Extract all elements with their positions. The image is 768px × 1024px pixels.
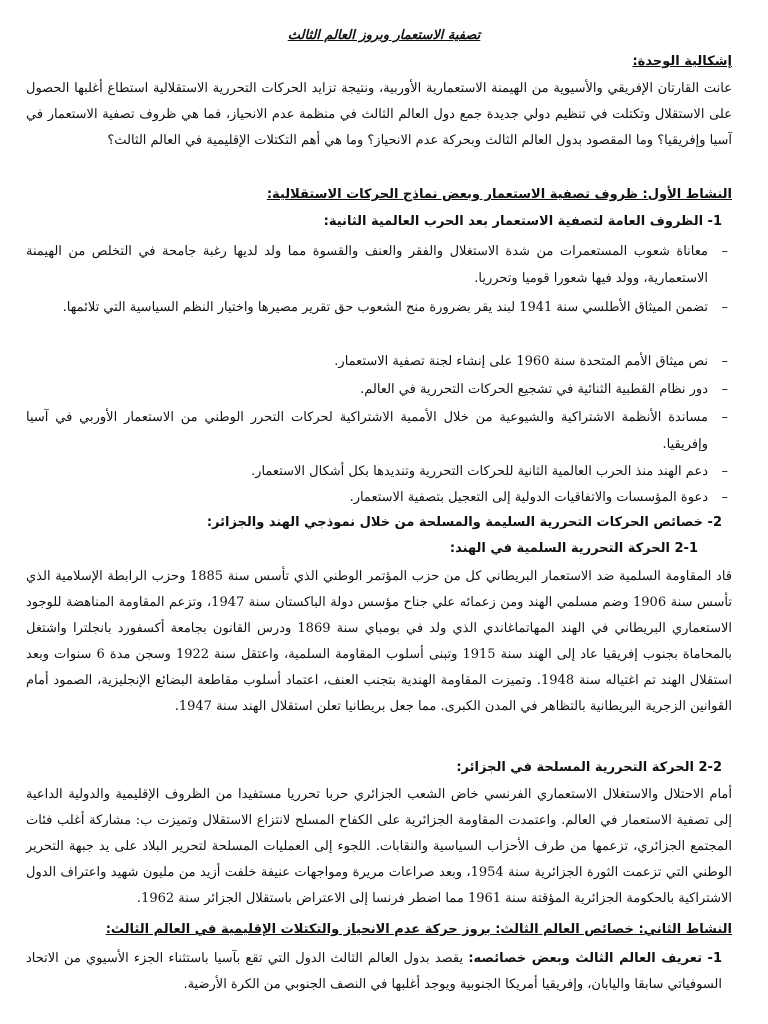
india-paragraph: قاد المقاومة السلمية ضد الاستعمار البريطاني كل من حزب المؤتمر الوطني الذي تأسس سنة 1885 وحزب الرابطة الإسلامية الذي تأسس سنة 1906 وضم مسلمي الهند ومن زعمائه علي جناح مؤسس دولة الباكستان سنة 1947، وتزعم المقاومة المناهضة للوجود الاستعماري البريطاني في الهند المهاتماغاندي الذي ولد في بومباي سنة 1869 ودرس القانون بجامعة أكسفورد بانجلترا واشتغل بالمحاماة بجنوب إفريقيا عاد إلى الهند سنة 1915 وتبنى أسلوب المقاومة السلمية، واعتقل سنة 1922 وسجن مدة 6 سنوات وبعد استقلال الهند تم اغتياله سنة 1948. وتميزت المقاومة الهندية بتجنب العنف، اعتماد أسلوب مقاطعة البضائع الإنجليزية، الصمود أمام القوانين الزجرية البريطانية بالتظاهر في المدن الكبرى. مما جعل بريطانيا تعلن استقلال الهند سنة 1947. — [26, 569, 733, 714]
section21-heading: 2-1 الحركة التحررية السلمية في الهند: — [449, 541, 698, 556]
bullet-text: مساندة الأنظمة الاشتراكية والشيوعية من خلال الأممية الاشتراكية لحركات التحرر الوطني من الاستعمار الأوربي في آسيا وإفريقيا. — [26, 410, 708, 452]
bullet-item: – نص ميثاق الأمم المتحدة سنة 1960 على إنشاء لجنة تصفية الاستعمار. — [334, 354, 728, 369]
definition-text: يقصد بدول العالم الثالث الدول التي تقع بآسيا باستثناء الجزء الأسيوي من الاتحاد السوفياتي سابقا واليابان، وإفريقيا أمريكا الجنوبية ويوجد أغلبها في النصف الجنوبي من الكرة الأرضية. — [26, 951, 722, 992]
bullet-item: – دعوة المؤسسات والاتفاقيات الدولية إلى التعجيل بتصفية الاستعمار. — [349, 490, 728, 505]
problem-heading: إشكالية الوحدة: — [632, 54, 732, 69]
section2-heading: 2- خصائص الحركات التحررية السليمة والمسلحة من خلال نموذجي الهند والجزائر: — [206, 515, 722, 530]
section1-heading: 1- الظروف العامة لتصفية الاستعمار بعد الحرب العالمية الثانية: — [323, 214, 722, 229]
section22-heading: 2-2 الحركة التحررية المسلحة في الجزائر: — [456, 760, 722, 775]
bullet-item: – مساندة الأنظمة الاشتراكية والشيوعية من خلال الأممية الاشتراكية لحركات التحرر الوطني من الاستعمار الأوربي في آسيا وإفريقيا. — [26, 410, 728, 452]
algeria-paragraph: أمام الاحتلال والاستغلال الاستعماري الفرنسي خاض الشعب الجزائري حربا تحرريا مستفيدا من الظروف الإقليمية والدولية الداعية إلى تصفية الاستعمار في العالم. واعتمدت المقاومة الجزائرية على الكفاح المسلح لانتزاع الاستقلال وتميزت ب: مشاركة أغلب فئات المجتمع الجزائري، تزعمها من طرف الأحزاب السياسية والنقابات. اللجوء إلى العمليات المسلحة لتحرير البلاد على يد جبهة التحرير الوطني التي تزعمت الثورة الجزائرية سنة 1954، وبعد صراعات مريرة ومواجهات عنيفة خلفت أزيد من مليون شهيد واعتراف الدول الاشتراكية بالحكومة الجزائرية المؤقتة سنة 1961 مما اضطر فرنسا إلى الاعتراض باستقلال الجزائر سنة 1962. — [26, 787, 732, 906]
bullet-text: دور نظام القطبية الثنائية في تشجيع الحركات التحررية في العالم. — [360, 382, 708, 397]
bullet-text: دعوة المؤسسات والاتفاقيات الدولية إلى التعجيل بتصفية الاستعمار. — [349, 490, 708, 505]
bullet-item: – دعم الهند منذ الحرب العالمية الثانية للحركات التحررية وتنديدها بكل أشكال الاستعمار. — [251, 464, 728, 479]
bullet-item: – معاناة شعوب المستعمرات من شدة الاستغلال والفقر والعنف والقسوة مما ولد لديها رغبة جامحة في التخلص من الهيمنة الاستعمارية، وولد فيها شعورا قوميا وتحرريا. — [26, 244, 728, 286]
page-title: تصفية الاستعمار وبروز العالم الثالث — [287, 28, 481, 43]
bullet-item: – تضمن الميثاق الأطلسي سنة 1941 لبند يقر بضرورة منح الشعوب حق تقرير مصيرها واختيار النظم السياسية التي تلائمها. — [62, 300, 728, 315]
activity2-heading: النشاط الثاني: خصائص العالم الثالث: بروز حركة عدم الانحياز والتكتلات الإقليمية في العالم الثالث: — [105, 922, 732, 937]
bullet-item: – دور نظام القطبية الثنائية في تشجيع الحركات التحررية في العالم. — [360, 382, 728, 397]
activity1-heading: النشاط الأول: ظروف تصفية الاستعمار وبعض نماذج الحركات الاستقلالية: — [266, 187, 732, 202]
definition-label: 1- تعريف العالم الثالث وبعض خصائصه: — [468, 951, 722, 966]
bullet-text: تضمن الميثاق الأطلسي سنة 1941 لبند يقر بضرورة منح الشعوب حق تقرير مصيرها واختيار النظم السياسية التي تلائمها. — [62, 300, 708, 315]
bullet-text: معاناة شعوب المستعمرات من شدة الاستغلال والفقر والعنف والقسوة مما ولد لديها رغبة جامحة في التخلص من الهيمنة الاستعمارية، وولد فيها شعورا قوميا وتحرريا. — [26, 244, 708, 286]
definition-paragraph — [26, 946, 722, 998]
bullet-text: دعم الهند منذ الحرب العالمية الثانية للحركات التحررية وتنديدها بكل أشكال الاستعمار. — [251, 464, 708, 479]
problem-paragraph: عانت القارتان الإفريقي والأسيوية من الهيمنة الاستعمارية الأوربية، ونتيجة تزايد الحركات التحررية الاستقلالية استطاع أغلبها الحصول على الاستقلال وتكتلت في تنظيم دولي جديدة جمع دول العالم الثالث في منظمة عدم الانحياز، فما هي ظروف تصفية الاستعمار في آسيا وإفريقيا؟ وما المقصود بدول العالم الثالث وبحركة عدم الانحياز؟ وما هي أهم التكتلات الإقليمية في العالم الثالث؟ — [26, 81, 732, 148]
bullet-text: نص ميثاق الأمم المتحدة سنة 1960 على إنشاء لجنة تصفية الاستعمار. — [334, 354, 708, 369]
